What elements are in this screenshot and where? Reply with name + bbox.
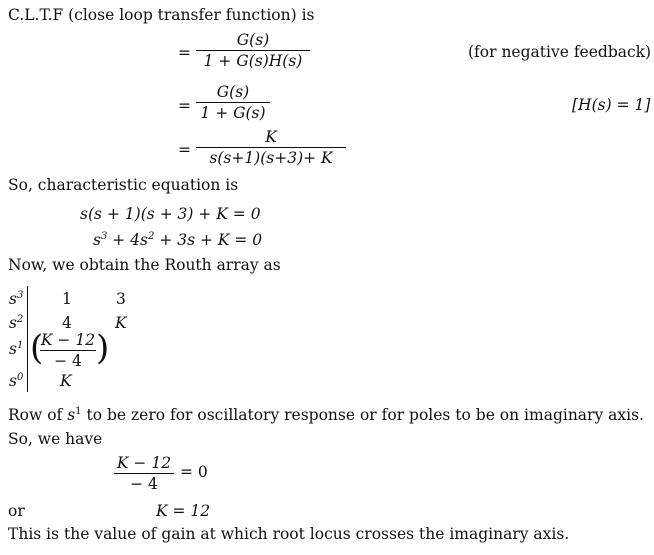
fraction-bar [40, 350, 96, 351]
k-result: K = 12 [156, 502, 211, 520]
so-we-have: So, we have [8, 430, 103, 448]
routh-row-label-exp: 0 [16, 372, 24, 383]
routh-row-label-exp: 3 [16, 290, 24, 301]
routh-cell: 4 [62, 314, 72, 332]
note-unity-feedback: [H(s) = 1] [572, 96, 651, 114]
row-condition-suffix: to be zero for oscillatory response or for poles to be on imaginary axis. [81, 406, 644, 424]
fraction-step3-numerator: K [265, 128, 277, 146]
fraction-step1 [196, 31, 310, 70]
row-condition-s: s [67, 406, 76, 424]
fraction-step3 [196, 128, 346, 167]
equals-sign-3: = [178, 141, 191, 159]
routh-divider [27, 286, 28, 392]
equals-sign-1: = [178, 44, 191, 62]
final-fraction-rhs: = 0 [180, 463, 208, 481]
char-eq-term1-exp: 3 [100, 231, 108, 242]
routh-cell: 3 [116, 290, 126, 308]
routh-cell-fraction [40, 331, 96, 370]
fraction-step2-numerator: G(s) [216, 83, 250, 101]
routh-row-label-s: s [9, 314, 17, 332]
routh-row-label-exp: 2 [16, 314, 24, 325]
fraction-step2 [196, 83, 270, 122]
routh-row-label-exp: 1 [16, 340, 24, 351]
routh-fraction-numerator: K − 12 [40, 331, 96, 349]
equals-sign-2: = [178, 97, 191, 115]
final-fraction-numerator: K − 12 [116, 454, 172, 472]
right-paren: ) [96, 328, 110, 368]
routh-row-label-s: s [9, 372, 17, 390]
fraction-bar [196, 102, 270, 103]
conclusion-text: This is the value of gain at which root locus crosses the imaginary axis. [8, 525, 570, 543]
routh-row-label [9, 314, 23, 332]
char-eq-term2: + 4s [107, 231, 149, 249]
row-condition-text [8, 406, 644, 424]
routh-row-label [9, 290, 23, 308]
routh-cell: K [115, 314, 127, 332]
char-eq-term3: + 3s + K = 0 [154, 231, 263, 249]
final-fraction [114, 454, 174, 493]
fraction-step3-denominator: s(s+1)(s+3)+ K [209, 149, 333, 167]
char-eq-line2 [93, 231, 262, 249]
final-fraction-denominator: − 4 [130, 475, 158, 493]
routh-row-label [9, 372, 23, 390]
row-condition-exp: 1 [75, 406, 82, 417]
routh-cell: K [60, 372, 72, 390]
routh-intro: Now, we obtain the Routh array as [8, 256, 281, 274]
routh-row-label [9, 340, 23, 358]
fraction-bar [196, 147, 346, 148]
fraction-step1-numerator: G(s) [236, 31, 270, 49]
fraction-step1-denominator: 1 + G(s)H(s) [203, 52, 303, 70]
routh-fraction-denominator: − 4 [54, 352, 82, 370]
or-label: or [8, 502, 25, 520]
row-condition-prefix: Row of [8, 406, 68, 424]
fraction-bar [114, 473, 174, 474]
char-eq-term1: s [93, 231, 101, 249]
fraction-step2-denominator: 1 + G(s) [200, 104, 266, 122]
fraction-bar [196, 50, 310, 51]
left-paren: ( [30, 328, 44, 368]
routh-row-label-s: s [9, 290, 17, 308]
routh-cell: 1 [62, 290, 72, 308]
char-eq-term2-exp: 2 [148, 231, 155, 242]
char-eq-intro: So, characteristic equation is [8, 176, 239, 194]
char-eq-line1: s(s + 1)(s + 3) + K = 0 [80, 205, 261, 223]
note-negative-feedback: (for negative feedback) [468, 43, 652, 61]
routh-row-label-s: s [9, 340, 17, 358]
intro-text: C.L.T.F (close loop transfer function) is [8, 6, 315, 24]
